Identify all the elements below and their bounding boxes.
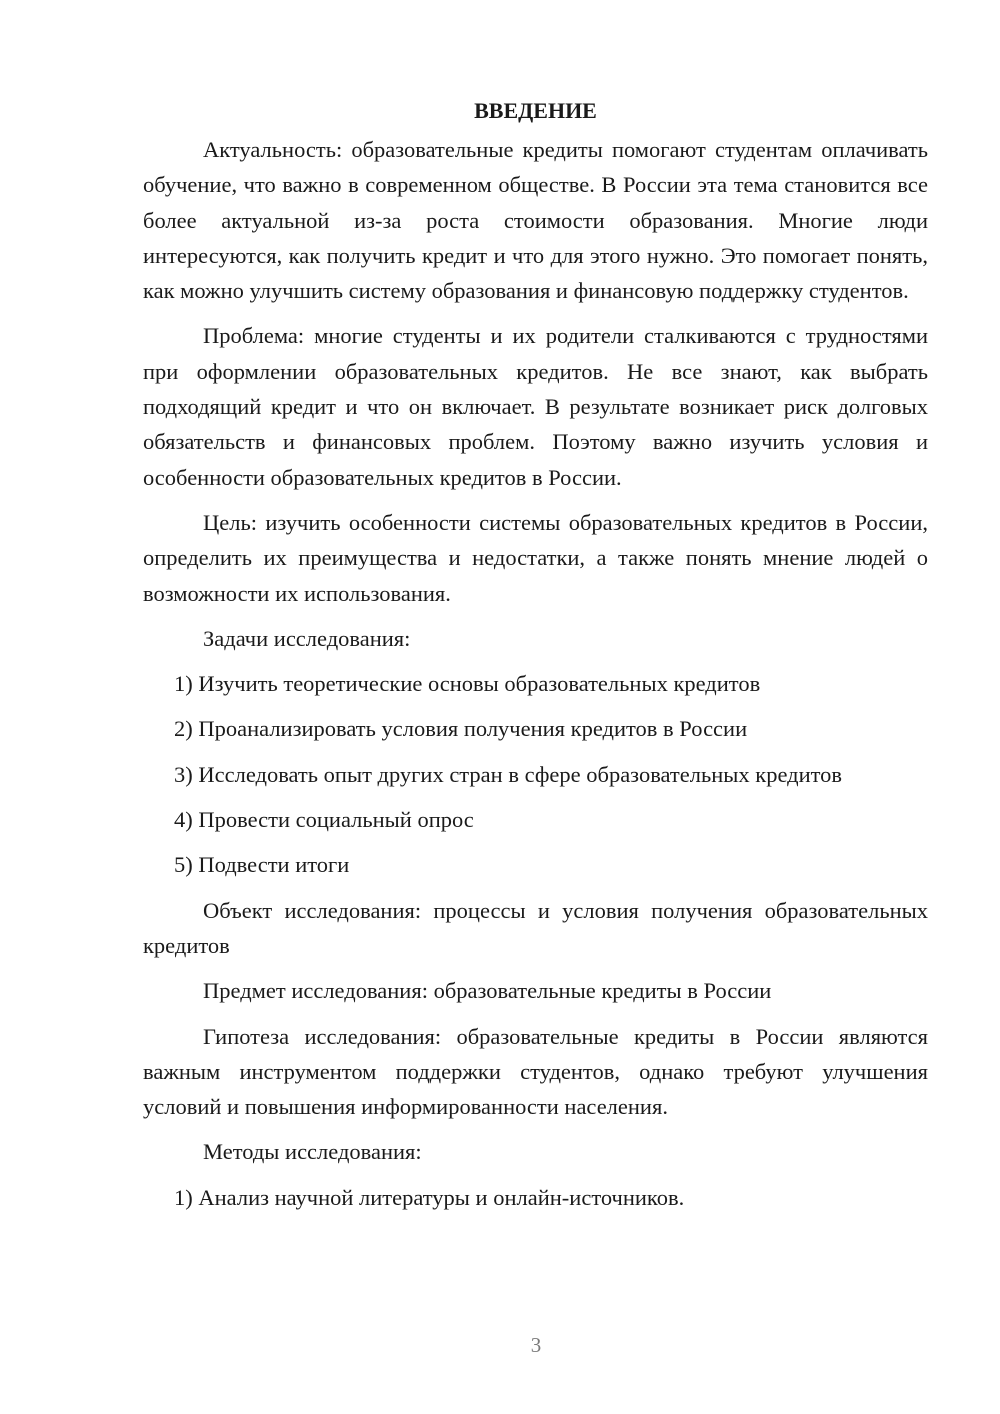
list-item: 1) Изучить теоретические основы образовательных кредитов [174, 671, 761, 697]
page-number: 3 [530, 1333, 542, 1357]
subject-paragraph: Предмет исследования: образовательные кредиты в России [203, 978, 772, 1004]
hypothesis-paragraph: Гипотеза исследования: образовательные кредиты в России являются важным инструментом поддержки студентов, однако требуют улучшения условий и повышения информированности населения. [143, 1023, 928, 1120]
list-item: 1) Анализ научной литературы и онлайн-источников. [174, 1184, 685, 1210]
list-item: 4) Провести социальный опрос [174, 807, 474, 833]
tasks-title: Задачи исследования: [203, 625, 411, 651]
list-item: 5) Подвести итоги [174, 852, 350, 878]
object-paragraph: Объект исследования: процессы и условия получения образовательных кредитов [143, 897, 928, 958]
problem-paragraph: Проблема: многие студенты и их родители сталкиваются с трудностями при оформлении образовательных кредитов. Не все знают, как выбрать подходящий кредит и что он включает. В результате возникает риск долговых обязательств и финансовых проблем. Поэтому важно изучить условия и особенности образовательных кредитов в России. [143, 323, 928, 490]
relevance-paragraph: Актуальность: образовательные кредиты помогают студентам оплачивать обучение, что важно в современном обществе. В России эта тема становится все более актуальной из-за роста стоимости образования. Многие люди интересуются, как получить кредит и что для этого нужно. Это помогает понять, как можно улучшить систему образования и финансовую поддержку студентов. [143, 137, 928, 304]
methods-list [143, 1180, 928, 1215]
section-heading: ВВЕДЕНИЕ [474, 98, 597, 123]
methods-title: Методы исследования: [203, 1139, 422, 1165]
goal-paragraph: Цель: изучить особенности системы образовательных кредитов в России, определить их преимущества и недостатки, а также понять мнение людей о возможности их использования. [143, 509, 928, 606]
tasks-list [143, 666, 928, 882]
list-item: 2) Проанализировать условия получения кредитов в России [174, 716, 748, 742]
list-item: 3) Исследовать опыт других стран в сфере образовательных кредитов [174, 761, 843, 787]
page-content [143, 92, 928, 1225]
